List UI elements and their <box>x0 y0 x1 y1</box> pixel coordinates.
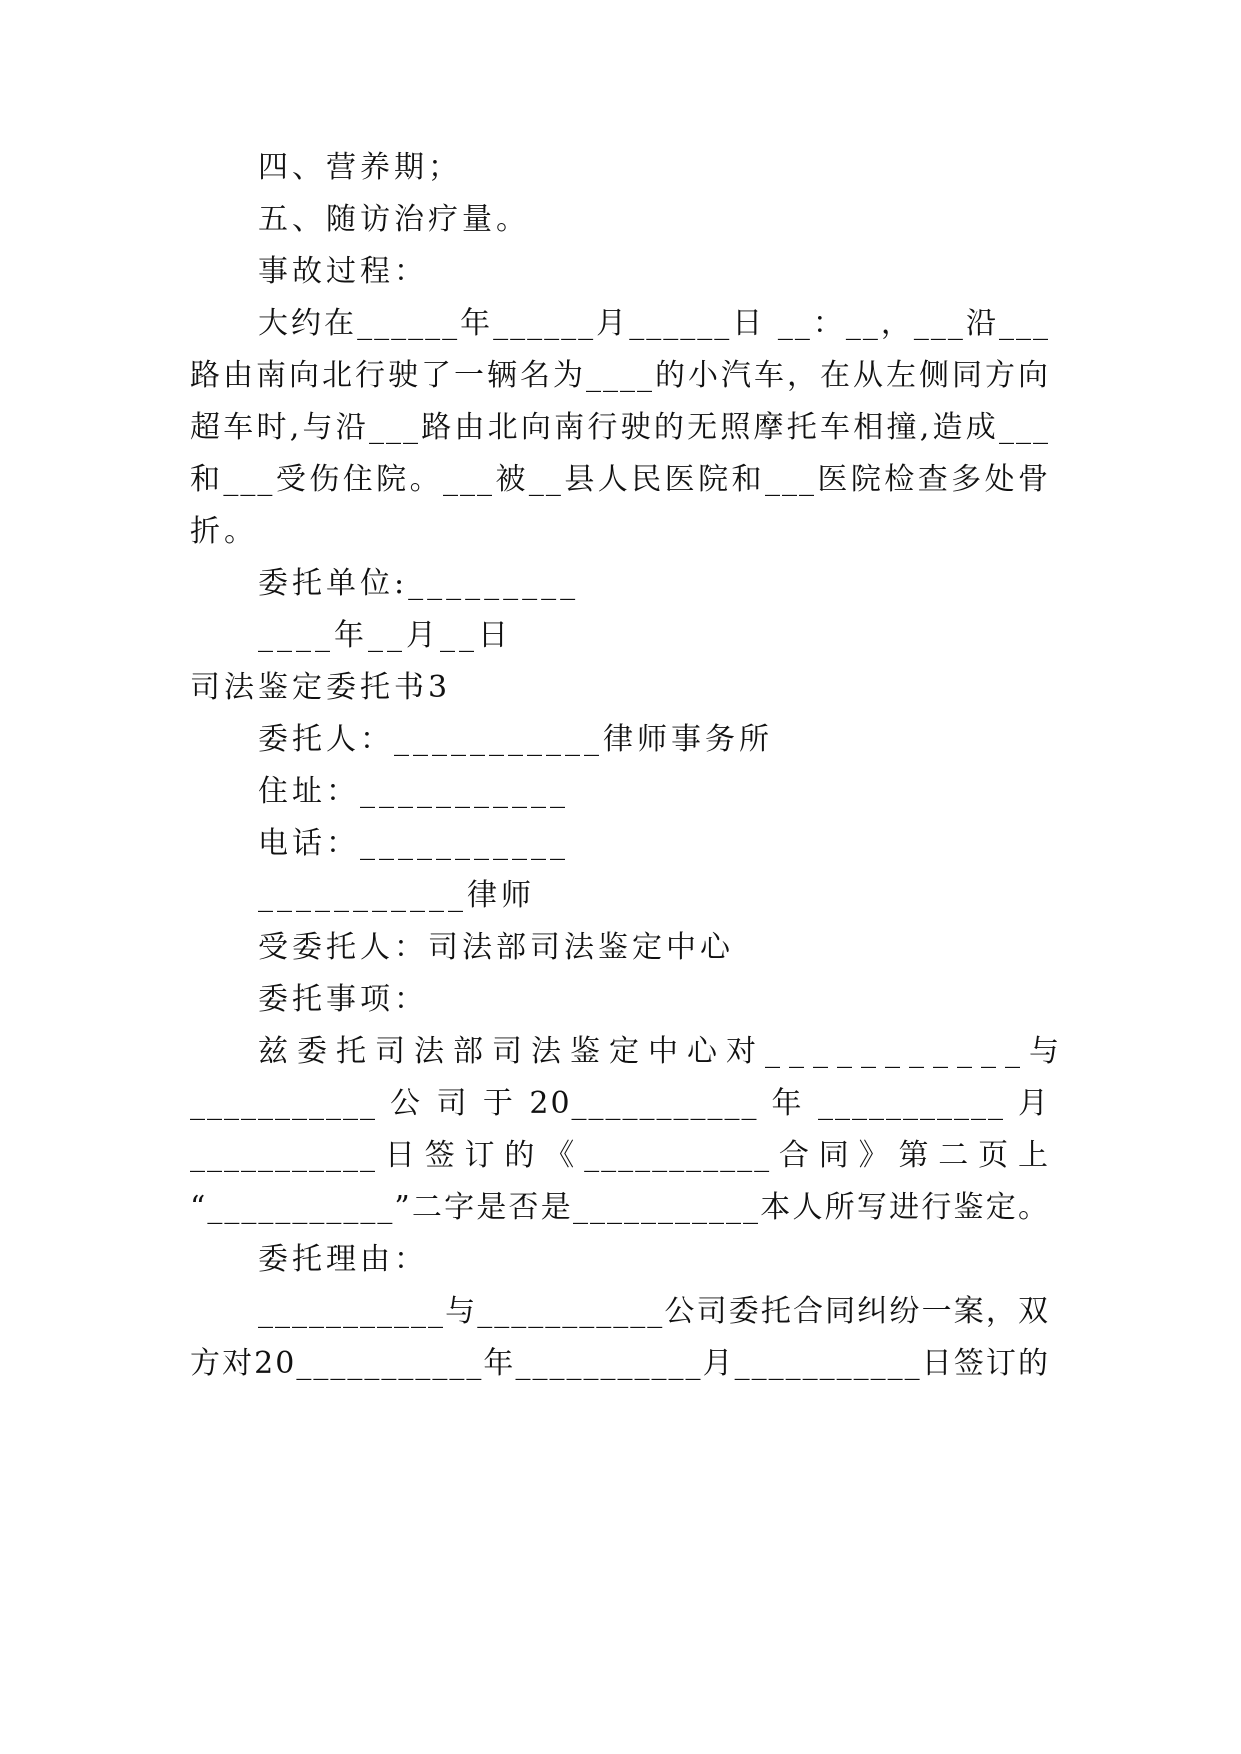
text-line: 委托人：___________律师事务所 <box>258 722 773 757</box>
text-line: 和___受伤住院。___被__县人民医院和___医院检查多处骨 <box>190 462 1050 497</box>
text-line: ___________ 公 司 于 20___________ 年 ___________ 月 <box>190 1086 1050 1121</box>
text-line: 事故过程： <box>258 254 428 289</box>
text-line: 委托单位:_________ <box>258 566 580 601</box>
text-line: “___________”二字是否是___________本人所写进行鉴定。 <box>190 1190 1050 1225</box>
text-line: 受委托人：司法部司法鉴定中心 <box>258 930 734 965</box>
text-line: ___________与___________公司委托合同纠纷一案，双 <box>258 1294 1050 1329</box>
text-line: 委托事项： <box>258 982 428 1017</box>
text-line: ____年__月__日 <box>258 618 512 653</box>
text-line: ___________日签订的《___________合同》第二页上 <box>190 1138 1050 1173</box>
text-line: 超车时,与沿___路由北向南行驶的无照摩托车相撞,造成___ <box>190 410 1050 445</box>
text-line: 兹委托司法部司法鉴定中心对___________与 <box>258 1034 1068 1069</box>
section-title: 司法鉴定委托书3 <box>190 670 452 705</box>
text-line: 五、随访治疗量。 <box>258 202 530 237</box>
text-line: 折。 <box>190 514 258 549</box>
text-line: 大约在______年______月______日 __：__，___沿___ <box>258 306 1050 341</box>
text-line: 电话：___________ <box>258 826 569 861</box>
text-line: 委托理由： <box>258 1242 428 1277</box>
text-line: 路由南向北行驶了一辆名为____的小汽车，在从左侧同方向 <box>190 358 1050 393</box>
text-line: ___________律师 <box>258 878 535 913</box>
text-line: 四、营养期； <box>258 150 462 185</box>
text-line: 住址：___________ <box>258 774 569 809</box>
text-line: 方对20___________年___________月___________日签订的 <box>190 1346 1050 1381</box>
